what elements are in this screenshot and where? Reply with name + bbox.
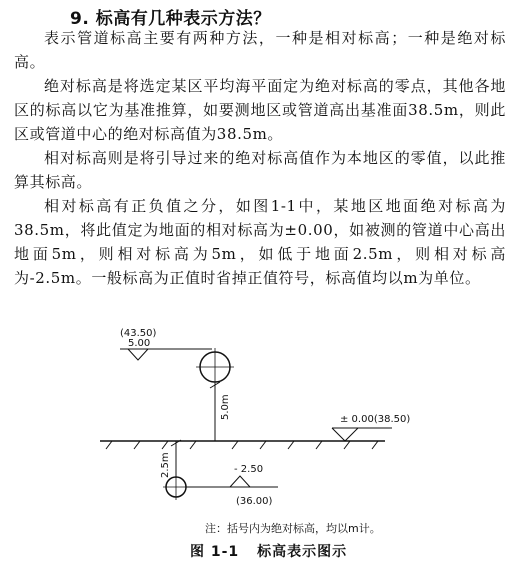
figure-caption <box>190 541 347 561</box>
caption-title: 标高表示图示 <box>257 544 348 560</box>
section-heading: 9. 标高有几种表示方法？ <box>70 9 271 29</box>
ground-elevation-mark <box>332 428 358 441</box>
paragraph-2: 绝对标高是将选定某区平均海平面定为绝对标高的零点，其他各地区的标高以它为基准推算，如要测地区或管道高出基准面38.5m，则此区或管道中心的绝对标高值为38.5m。 <box>14 77 506 143</box>
upper-rel-label: 5.00 <box>128 338 151 349</box>
lower-abs-label: (36.00) <box>236 496 273 507</box>
paragraph-1: 表示管道标高主要有两种方法，一种是相对标高；一种是绝对标高。 <box>14 29 506 71</box>
paragraph-3: 相对标高则是将引导过来的绝对标高值作为本地区的零值，以此推算其标高。 <box>14 149 506 191</box>
upper-elevation-mark <box>128 349 148 360</box>
figure-note: 注：括号内为绝对标高，均以m计。 <box>205 522 381 535</box>
ground-elevation-label: ± 0.00(38.50) <box>340 414 411 425</box>
paragraph-4: 相对标高有正负值之分，如图1-1中，某地区地面绝对标高为38.5m，将此值定为地面的相对标高为±0.00，如被测的管道中心高出地面5m，则相对标高为5m，如低于地面2.5m，则相对标高为-2.5m。一般标高为正值时省掉正值符号，标高值均以m为单位。 <box>14 197 506 287</box>
lower-elevation-mark <box>230 476 250 487</box>
upper-abs-label: (43.50) <box>120 328 157 339</box>
ground-hatch <box>106 441 378 449</box>
lower-dimension-label: 2.5m <box>160 452 171 478</box>
upper-dimension-label: 5.0m <box>220 394 231 420</box>
caption-number: 图 1-1 <box>190 544 240 560</box>
lower-rel-label: - 2.50 <box>234 464 264 475</box>
body-text <box>14 26 506 290</box>
